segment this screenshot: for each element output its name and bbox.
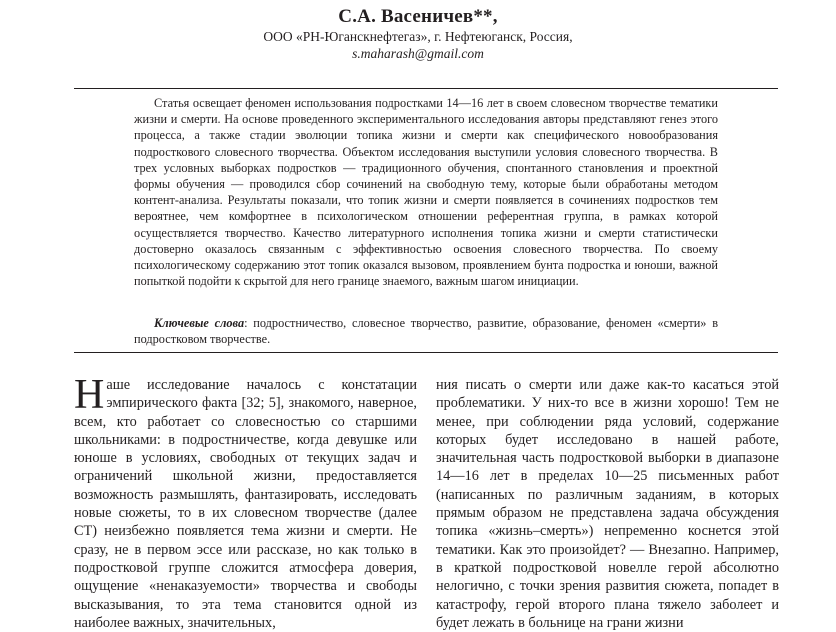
body-column-right: ния писать о смерти или даже как-то касаться этой проблематики. У них-то все в жизни хорошо! Тем не менее, при соблюдении ряда условий, содержание которых будет исследовано в нашей работе, значительная часть подростковой выборки в диапазоне 14—16 лет в пределах 10—25 письменных работ (написанных по различным заданиям, в которых прямым образом не представлена задача обсуждения топика «жизнь–смерть») непременно коснется этой тематики. Как это произойдет? — Внезапно. Например, в краткой подростковой новелле герой абсолютно нелогично, с точки зрения развития сюжета, попадет в катастрофу, герой второго плана тяжело заболеет и будет лежать в больнице на грани жизни bbox=[436, 377, 779, 631]
keywords-paragraph bbox=[134, 315, 718, 347]
body-column-left bbox=[74, 372, 417, 632]
author-name: С.А. Васеничев**, bbox=[338, 6, 498, 27]
abstract-top-divider bbox=[74, 88, 778, 89]
author-affiliation: ООО «РН-Юганскнефтегаз», г. Нефтеюганск, Россия, bbox=[263, 29, 573, 44]
body-left-text: аше исследование началось с констатации эмпирического факта [32; 5], знакомого, наверное, всем, кто работает со словесностью со старшими школьниками: в подростничестве, когда девушке или юноше в условиях, свободных от текущих задач и ограничений школьной жизни, предоставляется возможность размышлять, фантазировать, исследовать новые сюжеты, то в их словесном творчестве (далее СТ) неизбежно появляется тема жизни и смерти. Не сразу, не в первом эссе или рассказе, но как только в подростковой группе сложится атмосфера доверия, ощущение «ненаказуемости» творчества и свободы высказывания, то эта тема становится одной из наиболее важных, значительных, bbox=[74, 377, 417, 631]
keywords-text: : подростничество, словесное творчество, развитие, образование, феномен «смерти» в подростковом творчестве. bbox=[134, 316, 718, 347]
author-email[interactable]: s.maharash@gmail.com bbox=[352, 46, 484, 61]
keywords-label: Ключевые слова bbox=[154, 316, 245, 330]
abstract-text: Статья освещает феномен использования подростками 14—16 лет в своем словесном творчестве тематики жизни и смерти. На основе проведенного экспериментального исследования авторы представляют генез этого процесса, а также стадии эволюции топика жизни и смерти как специфического новообразования подросткового словесного творчества. Объектом исследования выступили условия словесного творчества. В трех условных выборках подростков — традиционного обучения, спонтанного становления и проектной формы обучения — проводился сбор сочинений на свободную тему, которые были обработаны методом контент-анализа. Результаты показали, что топик жизни и смерти появляется в сочинениях подростков тем вероятнее, чем комфортнее в психологическом отношении референтная группа, в рамках которой осуществляется творчество. Качество литературного исполнения топика жизни и смерти статистически достоверно оказалось связанным с эффективностью освоения словесного творчества. По своему психологическому содержанию этот топик оказался вызовом, проявлением бунта подростка и юноши, важной попыткой подойти к скрытой для него границе знаемого, важным шагом инициации. bbox=[134, 96, 718, 289]
drop-cap: Н bbox=[74, 372, 105, 418]
abstract-bottom-divider bbox=[74, 352, 778, 353]
